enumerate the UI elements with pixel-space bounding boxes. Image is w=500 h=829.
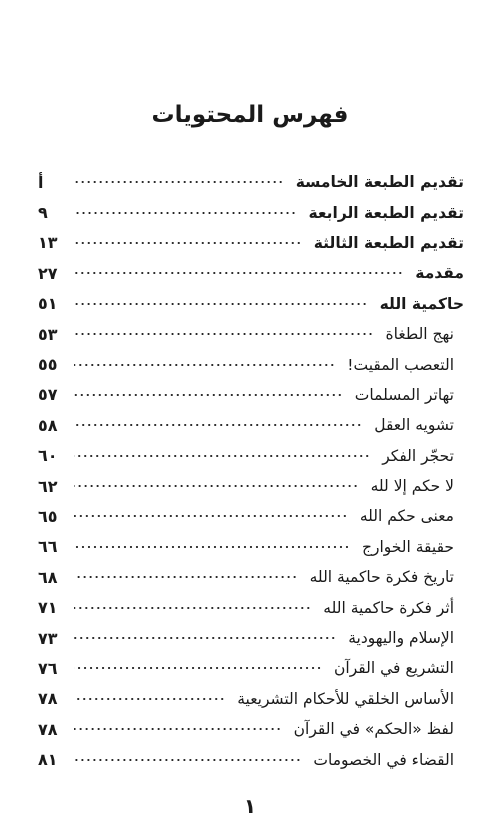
toc-page-number: ٧٨ xyxy=(38,719,58,739)
toc-entry-label: لفظ «الحكم» في القرآن xyxy=(293,720,454,739)
toc-entry-label: تحجّر الفكر xyxy=(382,446,454,465)
toc-entry[interactable] xyxy=(38,441,464,471)
toc-page-number: ٥٧ xyxy=(38,385,58,405)
dot-leader xyxy=(74,327,374,341)
page-title: فهرس المحتويات xyxy=(151,102,349,128)
toc-entry[interactable] xyxy=(38,380,464,410)
toc-page-number: ٥٣ xyxy=(38,324,58,344)
toc-entry[interactable] xyxy=(38,623,464,653)
toc-page-number: ٧٣ xyxy=(38,628,58,648)
page-folio-number: ١ xyxy=(243,794,257,818)
dot-leader xyxy=(74,449,370,463)
toc-entry-label: التعصب المقيت! xyxy=(347,355,454,374)
dot-leader xyxy=(74,661,322,675)
toc-entry[interactable] xyxy=(38,562,464,592)
toc-page-number: أ xyxy=(38,172,44,192)
dot-leader xyxy=(74,418,362,432)
dot-leader xyxy=(74,570,298,584)
toc-page-number: ٦٨ xyxy=(38,567,58,587)
dot-leader xyxy=(74,753,301,767)
toc-page-number: ٦٥ xyxy=(38,506,58,526)
dot-leader xyxy=(74,206,297,220)
toc-entry[interactable] xyxy=(38,532,464,562)
dot-leader xyxy=(74,266,403,280)
toc-page-number: ٧٨ xyxy=(38,689,58,709)
toc-entry-label: الإسلام واليهودية xyxy=(348,629,454,648)
toc-entry-label: التشريع في القرآن xyxy=(334,659,454,678)
toc-entry-label: القضاء في الخصومات xyxy=(313,750,454,769)
dot-leader xyxy=(74,509,348,523)
dot-leader xyxy=(74,236,302,250)
toc-page-number: ٧١ xyxy=(38,598,58,618)
toc-entry-label: معنى حكم الله xyxy=(359,507,454,526)
toc-entry[interactable] xyxy=(38,471,464,501)
toc-entry[interactable] xyxy=(38,592,464,622)
toc-entry-label: حاكمية الله xyxy=(379,294,464,313)
table-of-contents xyxy=(38,167,464,775)
toc-entry-label: تقديم الطبعة الرابعة xyxy=(308,203,464,222)
toc-entry-label: تقديم الطبعة الثالثة xyxy=(313,233,464,252)
toc-entry[interactable] xyxy=(38,349,464,379)
toc-page-number: ٩ xyxy=(38,203,48,223)
toc-page-number: ٢٧ xyxy=(38,263,58,283)
toc-entry-label: الأساس الخلقي للأحكام التشريعية xyxy=(237,689,454,708)
toc-entry-label: مقدمة xyxy=(415,264,464,283)
toc-entry-label: أثر فكرة حاكمية الله xyxy=(323,598,454,617)
toc-entry-label: تشويه العقل xyxy=(374,416,454,435)
toc-entry-label: لا حكم إلا لله xyxy=(370,477,454,496)
toc-page-number: ٥٥ xyxy=(38,355,58,375)
toc-entry[interactable] xyxy=(38,653,464,683)
dot-leader xyxy=(74,631,336,645)
toc-entry-label: تهاتر المسلمات xyxy=(354,385,454,404)
dot-leader xyxy=(74,358,335,372)
dot-leader xyxy=(74,388,343,402)
toc-entry-label: حقيقة الخوارج xyxy=(361,537,454,556)
toc-page-number: ٧٦ xyxy=(38,658,58,678)
toc-entry-label: نهج الطغاة xyxy=(385,325,454,344)
toc-page-number: ٦٦ xyxy=(38,537,58,557)
dot-leader xyxy=(74,479,359,493)
toc-entry[interactable] xyxy=(38,744,464,774)
toc-entry[interactable] xyxy=(38,197,464,227)
toc-entry[interactable] xyxy=(38,228,464,258)
toc-entry[interactable] xyxy=(38,319,464,349)
dot-leader xyxy=(74,297,368,311)
toc-page-number: ٦٠ xyxy=(38,446,58,466)
toc-entry[interactable] xyxy=(38,289,464,319)
toc-entry[interactable] xyxy=(38,167,464,197)
toc-page-number: ٦٢ xyxy=(38,476,58,496)
toc-page-number: ٨١ xyxy=(38,750,58,770)
dot-leader xyxy=(74,722,282,736)
dot-leader xyxy=(74,692,225,706)
toc-entry-label: تاريخ فكرة حاكمية الله xyxy=(309,568,454,587)
toc-entry[interactable] xyxy=(38,410,464,440)
toc-entry[interactable] xyxy=(38,501,464,531)
toc-entry-label: تقديم الطبعة الخامسة xyxy=(295,173,464,192)
toc-page-number: ٥٨ xyxy=(38,415,58,435)
toc-page-number: ١٣ xyxy=(38,233,58,253)
dot-leader xyxy=(74,175,284,189)
toc-entry[interactable] xyxy=(38,714,464,744)
toc-entry[interactable] xyxy=(38,258,464,288)
dot-leader xyxy=(74,601,311,615)
toc-page-number: ٥١ xyxy=(38,294,58,314)
dot-leader xyxy=(74,540,350,554)
toc-entry[interactable] xyxy=(38,684,464,714)
